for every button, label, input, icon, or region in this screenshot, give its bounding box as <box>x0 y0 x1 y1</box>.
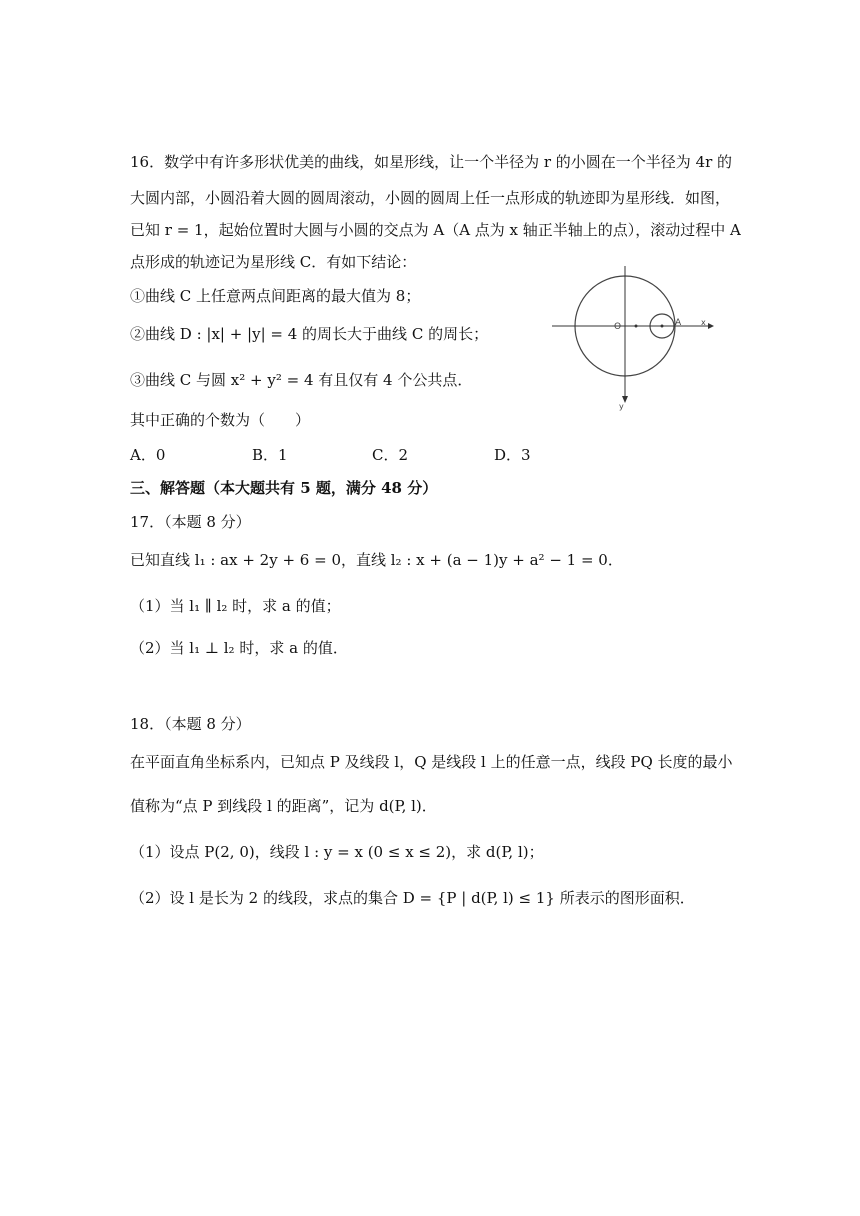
q16-line-2: 大圆内部，小圆沿着大圆的圆周滚动，小圆的圆周上任一点形成的轨迹即为星形线．如图， <box>130 189 731 207</box>
y-axis-label: y <box>619 402 624 411</box>
q18-header: 18．（本题 8 分） <box>130 715 251 733</box>
q16-line-3: 已知 r = 1，起始位置时大圆与小圆的交点为 A（A 点为 x 轴正半轴上的点），滚动过程中 A <box>130 221 741 239</box>
q16-line-4: 点形成的轨迹记为星形线 C．有如下结论： <box>130 253 417 271</box>
q16-statement-1: ①曲线 C 上任意两点间距离的最大值为 8； <box>130 287 421 305</box>
x-axis-label: x <box>701 318 706 327</box>
q17-header: 17．（本题 8 分） <box>130 513 251 531</box>
point-a-label: A <box>675 318 682 328</box>
choice-c: C．2 <box>372 446 409 464</box>
q18-stem-2: 值称为“点 P 到线段 l 的距离”，记为 d(P, l)． <box>130 797 437 815</box>
q17-part-1: （1）当 l₁ ∥ l₂ 时，求 a 的值； <box>130 597 341 615</box>
origin-label: O <box>614 322 622 332</box>
q18-part-1: （1）设点 P(2, 0)，线段 l : y = x (0 ≤ x ≤ 2)，求 d(P, l)； <box>130 843 544 861</box>
q16-question: 其中正确的个数为（ ） <box>130 411 311 429</box>
choice-d: D．3 <box>494 446 531 464</box>
q18-stem-1: 在平面直角坐标系内，已知点 P 及线段 l，Q 是线段 l 上的任意一点，线段 PQ 长度的最小 <box>130 753 733 771</box>
center-dot <box>635 325 638 328</box>
q17-stem: 已知直线 l₁ : ax + 2y + 6 = 0，直线 l₂ : x + (a − 1)y + a² − 1 = 0． <box>130 551 623 569</box>
small-center-dot <box>661 325 664 328</box>
astroid-figure <box>548 262 728 412</box>
q17-part-2: （2）当 l₁ ⊥ l₂ 时，求 a 的值． <box>130 639 348 657</box>
q18-part-2: （2）设 l 是长为 2 的线段，求点的集合 D = {P | d(P, l) ≤ 1} 所表示的图形面积． <box>130 889 695 907</box>
choice-b: B．1 <box>252 446 288 464</box>
q16-line-1: 16．数学中有许多形状优美的曲线，如星形线，让一个半径为 r 的小圆在一个半径为 4r 的 <box>130 153 733 171</box>
section-3-heading: 三、解答题（本大题共有 5 题，满分 48 分） <box>130 479 438 497</box>
x-axis-arrow <box>708 323 714 329</box>
q16-statement-2: ②曲线 D : |x| + |y| = 4 的周长大于曲线 C 的周长； <box>130 325 489 343</box>
choice-a: A．0 <box>130 446 166 464</box>
q16-statement-3: ③曲线 C 与圆 x² + y² = 4 有且仅有 4 个公共点． <box>130 371 473 389</box>
